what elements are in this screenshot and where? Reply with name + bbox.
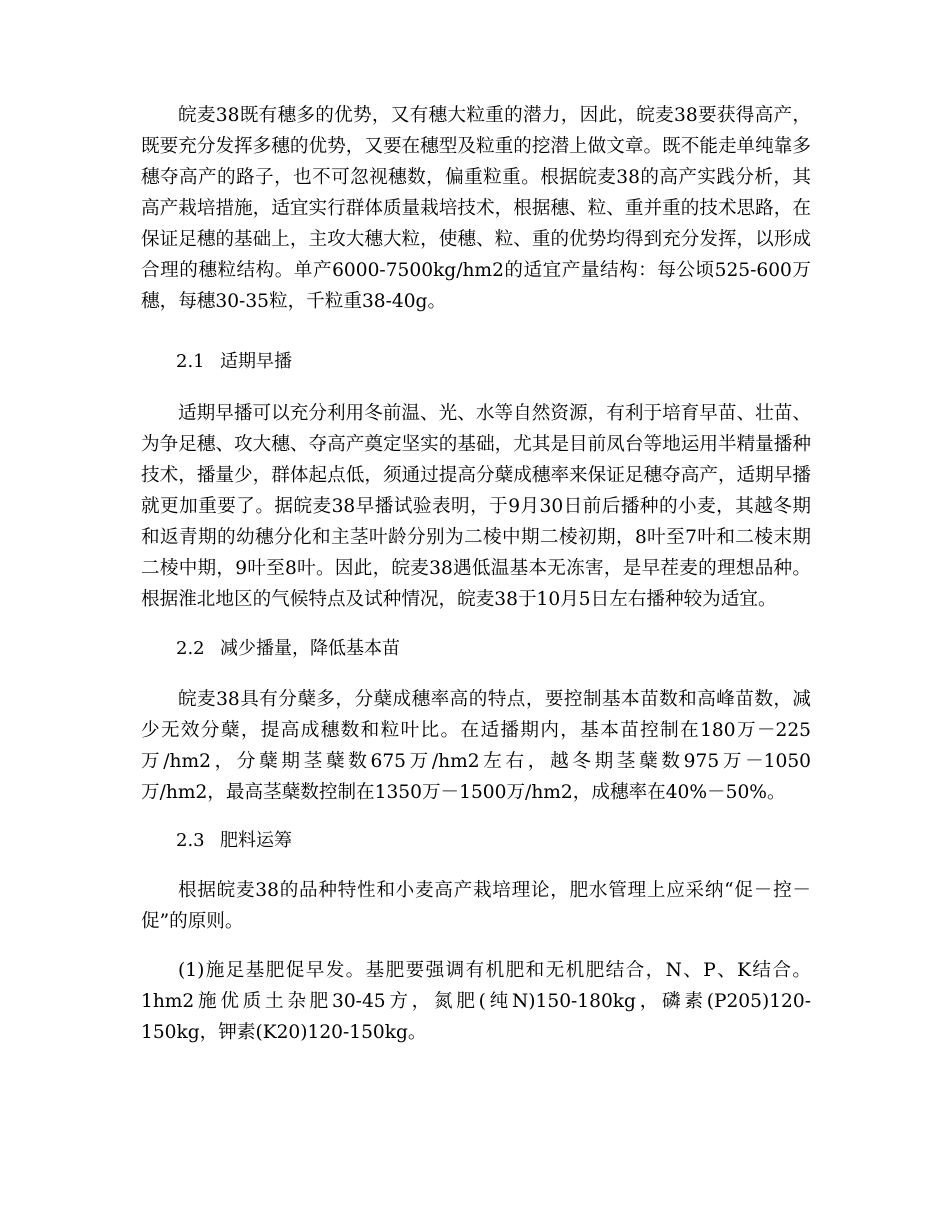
paragraph-base-fertilizer: (1)施足基肥促早发。基肥要强调有机肥和无机肥结合，N、P、K结合。1hm2施优质土杂肥30-45方，氮肥(纯N)150-180kg，磷素(P205)120-150kg，钾素(K20)120-150kg。 [141,960,811,1043]
paragraph-yield-structure: 皖麦38既有穗多的优势，又有穗大粒重的潜力，因此，皖麦38要获得高产，既要充分发挥多穗的优势，又要在穗型及粒重的挖潜上做文章。既不能走单纯靠多穗夺高产的路子，也不可忽视穗数，偏重粒重。根据皖麦38的高产实践分析，其高产栽培措施，适宜实行群体质量栽培技术，根据穗、粒、重并重的技术思路，在保证足穗的基础上，主攻大穗大粒，使穗、粒、重的优势均得到充分发挥，以形成合理的穗粒结构。单产6000-7500kg/hm2的适宜产量结构：每公顷525-600万穗，每穗30-35粒，千粒重38-40g。 [141,105,811,312]
section-title: 肥料运筹 [220,830,292,851]
paragraph-fertilizer-principle: 根据皖麦38的品种特性和小麦高产栽培理论，肥水管理上应采纳“促－控－促”的原则。 [141,880,811,932]
paragraph-seeding-rate: 皖麦38具有分蘖多，分蘖成穗率高的特点，要控制基本苗数和高峰苗数，减少无效分蘖，提高成穗数和粒叶比。在适播期内，基本苗控制在180万－225万/hm2，分蘖期茎蘖数675万/hm2左右，越冬期茎蘖数975万－1050万/hm2，最高茎蘖数控制在1350万－1500万/hm2，成穗率在40%－50%。 [141,689,811,803]
section-number: 2.3 [176,830,205,851]
section-heading-2-1 [176,348,292,376]
section-number: 2.1 [176,351,205,372]
section-title: 减少播量，降低基本苗 [220,638,400,659]
paragraph-early-sowing: 适期早播可以充分利用冬前温、光、水等自然资源，有利于培育早苗、壮苗、为争足穗、攻大穗、夺高产奠定坚实的基础，尤其是目前凤台等地运用半精量播种技术，播量少，群体起点低，须通过提高分蘖成穗率来保证足穗夺高产，适期早播就更加重要了。据皖麦38早播试验表明，于9月30日前后播种的小麦，其越冬期和返青期的幼穗分化和主茎叶龄分别为二棱中期二棱初期，8叶至7叶和二棱末期二棱中期，9叶至8叶。因此，皖麦38遇低温基本无冻害，是早茬麦的理想品种。根据淮北地区的气候特点及试种情况，皖麦38于10月5日左右播种较为适宜。 [141,403,811,610]
section-heading-2-3 [176,827,292,855]
section-heading-2-2 [176,635,400,663]
section-title: 适期早播 [220,351,292,372]
section-number: 2.2 [176,638,205,659]
